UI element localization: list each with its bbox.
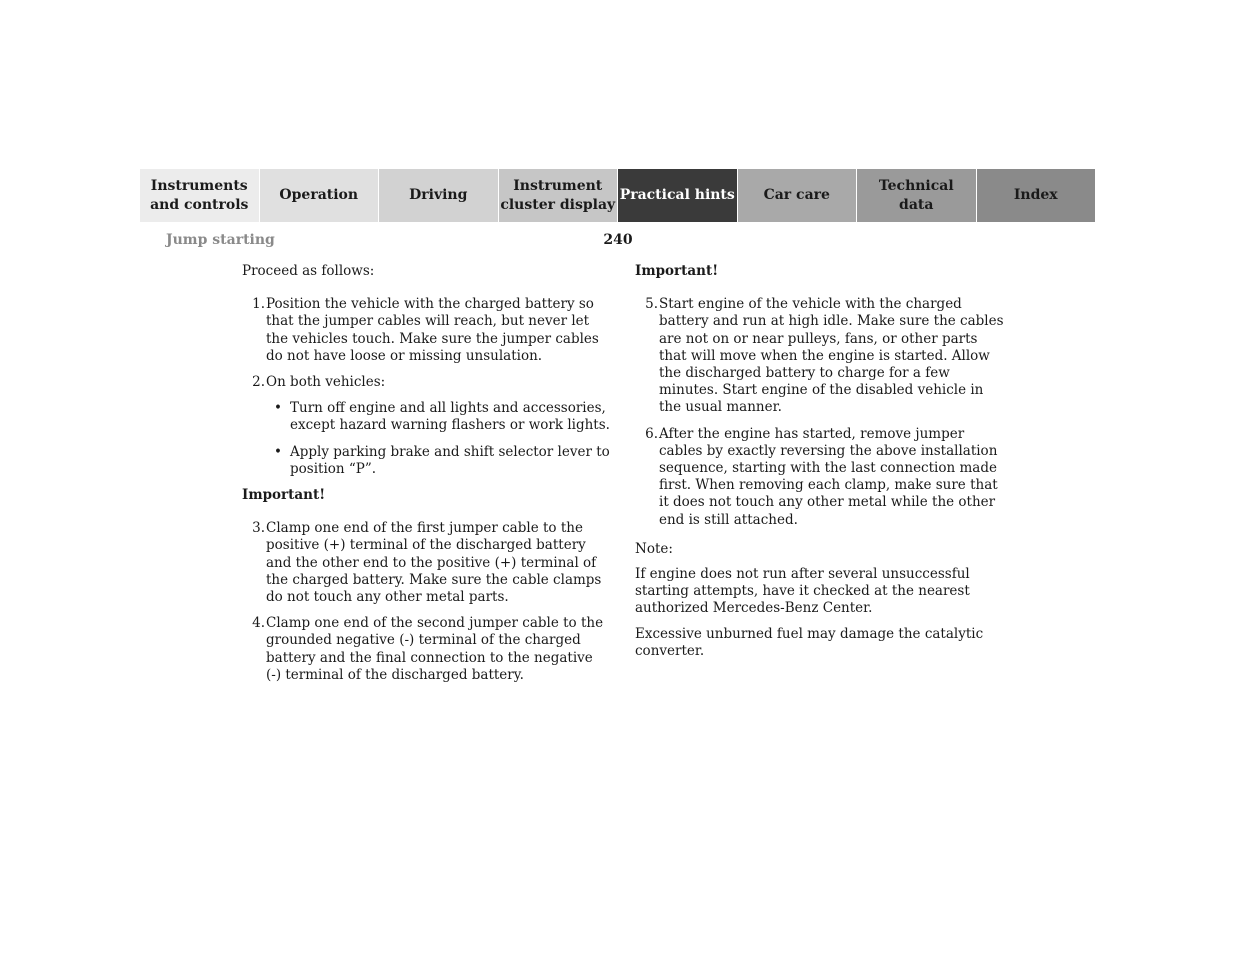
step-number: 4. bbox=[252, 615, 265, 632]
tab-driving[interactable]: Driving bbox=[379, 169, 499, 222]
step-text: Start engine of the vehicle with the charged battery and run at high idle. Make sure the cables are not on or near pulleys, fans, or other parts that will move when the engine is started. Allow the discharged battery to charge for a few minutes. Start engine of the disabled vehicle in the usual manner. bbox=[659, 296, 1004, 416]
step-item bbox=[242, 374, 612, 391]
tab-car-care[interactable]: Car care bbox=[738, 169, 858, 222]
step-number: 5. bbox=[645, 296, 658, 313]
bullet-item bbox=[266, 400, 612, 434]
step-item bbox=[242, 615, 612, 684]
bullet-icon: • bbox=[274, 400, 282, 417]
bullet-text: Turn off engine and all lights and accessories, except hazard warning flashers or work lights. bbox=[290, 400, 610, 434]
step-text: Clamp one end of the second jumper cable to the grounded negative (-) terminal of the charged battery and the final connection to the negative (-) terminal of the discharged battery. bbox=[266, 615, 604, 683]
left-column bbox=[242, 263, 612, 693]
bullet-item bbox=[266, 444, 612, 478]
step-item bbox=[242, 296, 612, 365]
important-heading: Important! bbox=[635, 263, 719, 279]
step-number: 1. bbox=[252, 296, 265, 313]
tab-operation[interactable]: Operation bbox=[260, 169, 380, 222]
step-text: Clamp one end of the first jumper cable to the positive (+) terminal of the discharged battery and the other end to the positive (+) terminal of the charged battery. Make sure the cable clamps do not touch any other metal parts. bbox=[266, 520, 602, 606]
step-number: 2. bbox=[252, 374, 265, 391]
section-nav bbox=[140, 169, 1095, 222]
step-text: After the engine has started, remove jumper cables by exactly reversing the above installation sequence, starting with the last connection made first. When removing each clamp, make sure that it does not touch any other metal while the other end is still attached. bbox=[659, 425, 998, 528]
important-heading: Important! bbox=[242, 487, 326, 504]
tab-instruments-and-controls[interactable]: Instruments and controls bbox=[140, 169, 260, 222]
step-item bbox=[242, 520, 612, 606]
note-text: If engine does not run after several unsuccessful starting attempts, have it checked at the nearest authorized Mercedes-Benz Center. bbox=[635, 566, 970, 617]
step-number: 6. bbox=[645, 425, 658, 442]
intro-text: Proceed as follows: bbox=[242, 263, 375, 279]
bullet-text: Apply parking brake and shift selector lever to position “P”. bbox=[290, 443, 610, 477]
tab-instrument-cluster-display[interactable]: Instrument cluster display bbox=[499, 169, 619, 222]
page-number: 240 bbox=[603, 232, 633, 248]
tab-practical-hints[interactable]: Practical hints bbox=[618, 169, 738, 222]
step-number: 3. bbox=[252, 520, 265, 537]
note-label: Note: bbox=[635, 540, 673, 557]
step-item bbox=[635, 426, 1005, 529]
step-text: On both vehicles: bbox=[266, 374, 386, 391]
step-item bbox=[635, 296, 1005, 416]
note-text: Excessive unburned fuel may damage the catalytic converter. bbox=[635, 625, 984, 659]
bullet-icon: • bbox=[274, 443, 282, 460]
right-column bbox=[635, 263, 1005, 668]
tab-technical-data[interactable]: Technical data bbox=[857, 169, 977, 222]
step-text: Position the vehicle with the charged battery so that the jumper cables will reach, but never let the vehicles touch. Make sure the jumper cables do not have loose or missing unsulation. bbox=[266, 296, 599, 364]
tab-index[interactable]: Index bbox=[977, 169, 1096, 222]
section-title: Jump starting bbox=[166, 232, 275, 248]
